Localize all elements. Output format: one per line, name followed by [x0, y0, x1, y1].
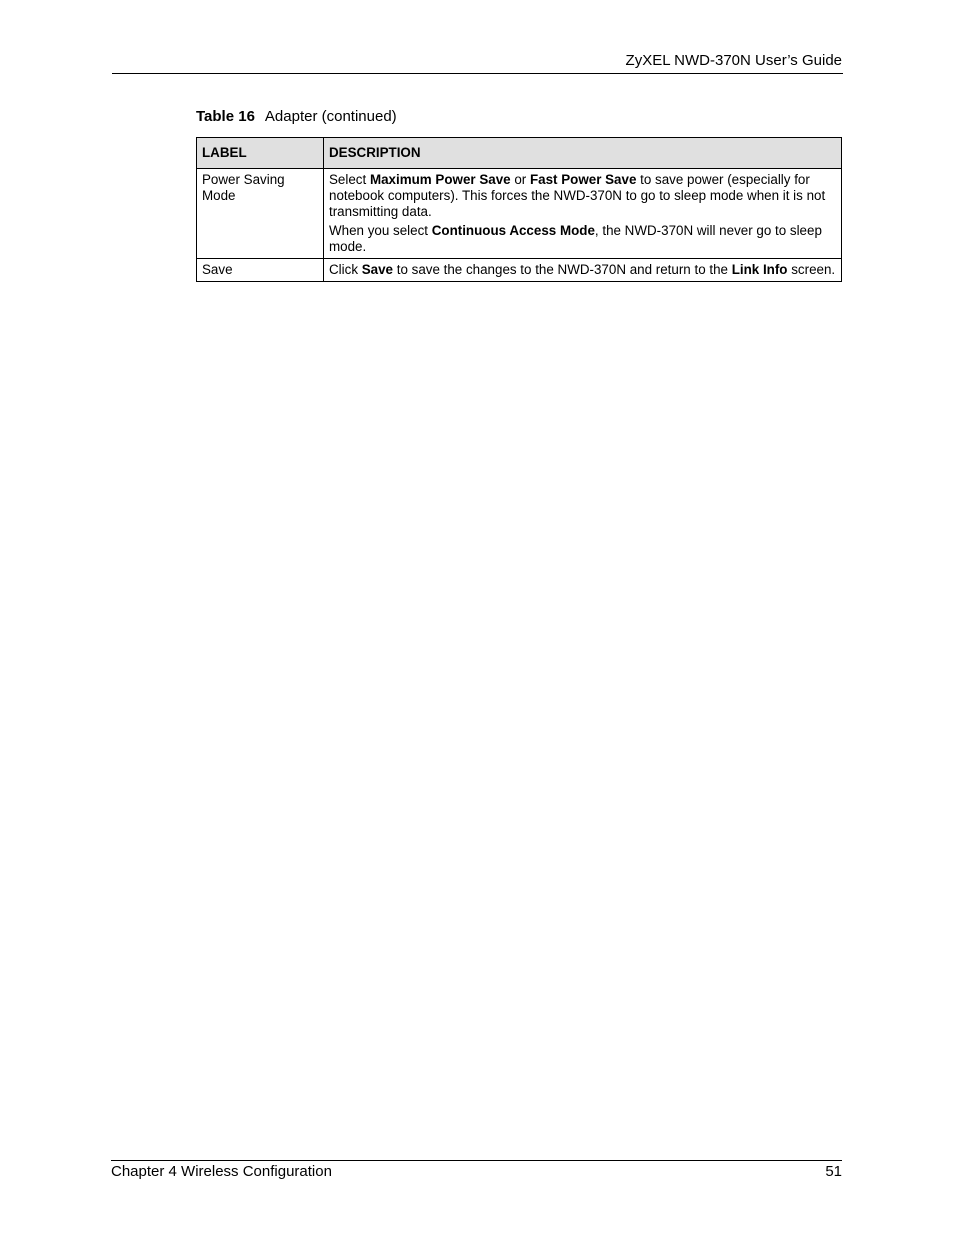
- bold-term: Fast Power Save: [529, 172, 637, 187]
- description-paragraph: [329, 223, 836, 255]
- column-header-description: DESCRIPTION: [324, 138, 842, 169]
- description-paragraph: [329, 262, 836, 278]
- table-caption-title: Adapter (continued): [264, 108, 397, 125]
- page-number: 51: [825, 1163, 842, 1180]
- table-caption: [196, 108, 397, 125]
- bold-term: Save: [361, 261, 394, 277]
- bold-term: Maximum Power Save: [369, 172, 511, 187]
- description-paragraph: [329, 172, 836, 219]
- text-run: Click: [329, 261, 362, 277]
- table-row: [197, 258, 842, 281]
- page-header: [112, 49, 843, 74]
- row-description: [324, 169, 842, 259]
- text-run: Select: [329, 172, 370, 187]
- text-run: screen.: [787, 261, 836, 277]
- row-label: Power Saving Mode: [197, 169, 324, 259]
- header-title: ZyXEL NWD-370N User’s Guide: [625, 52, 842, 69]
- footer-chapter-title: Chapter 4 Wireless Configuration: [111, 1163, 332, 1180]
- table-row: [197, 169, 842, 259]
- column-header-label: LABEL: [197, 138, 324, 169]
- bold-term: Continuous Access Mode: [431, 223, 595, 239]
- table-caption-label: Table 16: [196, 108, 255, 125]
- adapter-table: [196, 137, 842, 282]
- text-run: When you select: [329, 223, 432, 239]
- text-run: to save power (especially for notebook computers). This forces the NWD-370N to go to sleep mode when it is not transmitting data.: [329, 172, 826, 219]
- bold-term: Link Info: [731, 261, 788, 277]
- row-description: [324, 258, 842, 281]
- page-footer: [111, 1160, 842, 1185]
- row-label: Save: [197, 258, 324, 281]
- text-run: , the NWD-370N will never go to sleep mode.: [329, 223, 822, 255]
- text-run: to save the changes to the NWD-370N and return to the: [393, 261, 732, 277]
- text-run: or: [510, 172, 530, 187]
- table-header-row: [197, 138, 842, 169]
